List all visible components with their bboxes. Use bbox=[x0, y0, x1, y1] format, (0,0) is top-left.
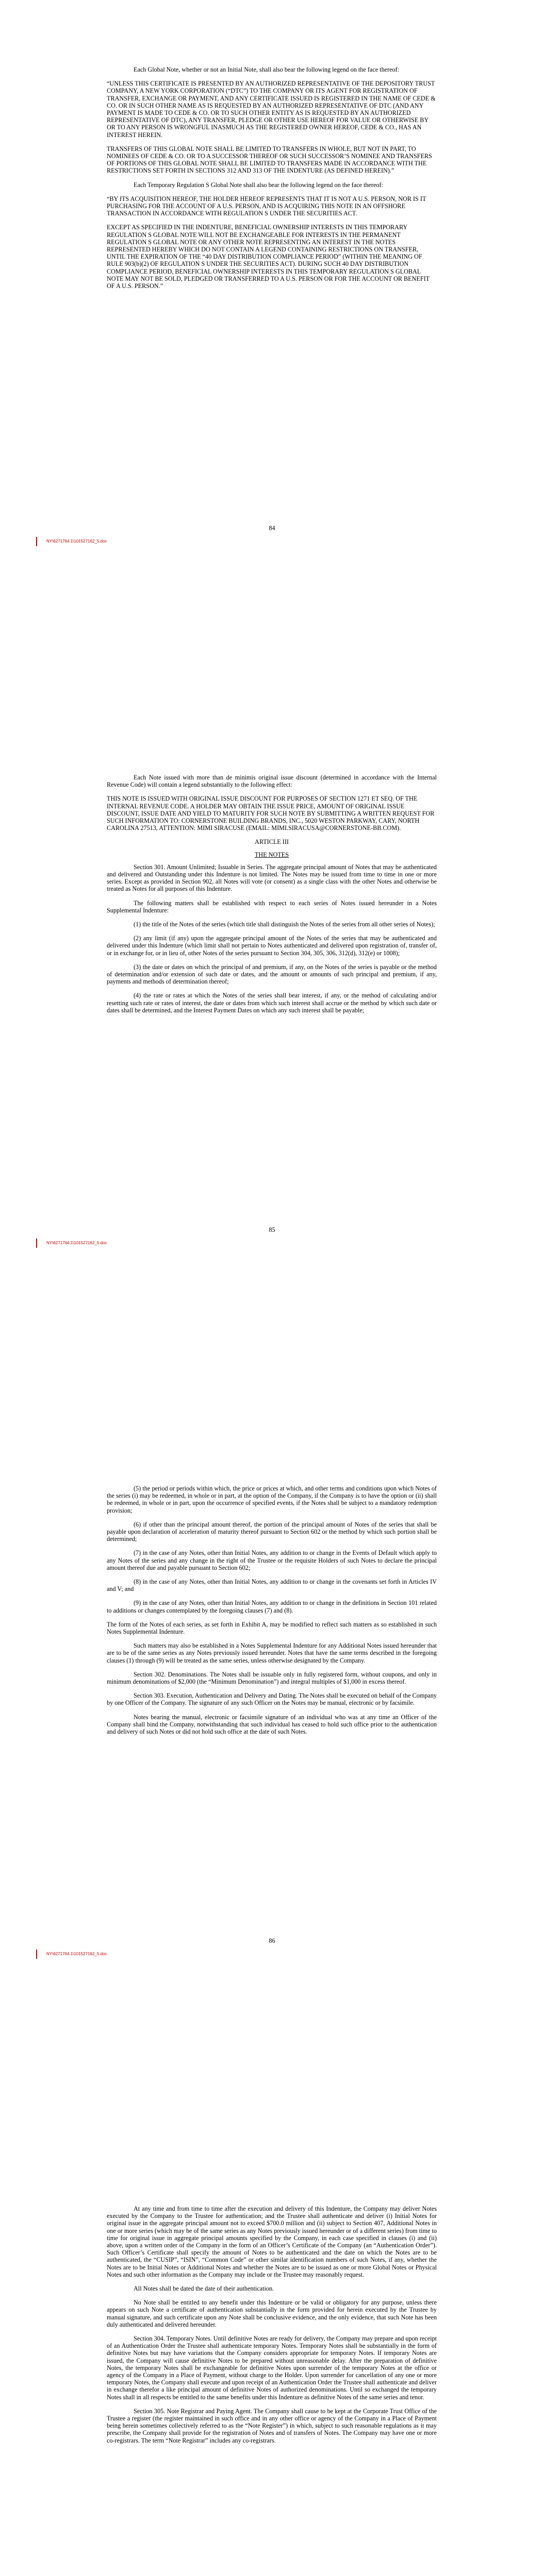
enumerated-clause: (4) the rate or rates at which the Notes of the series shall bear interest, if any, or the method of calculating and/or resetting such rate or rates of interest, the date or dates from which such interest shall accrue or the method by which such date or dates shall be determined, and the Interest Payment Dates on which any such interest shall be payable; bbox=[107, 992, 437, 1014]
section-paragraph: Section 303. Execution, Authentication and Delivery and Dating. The Notes shall be executed on behalf of the Company by one Officer of the Company. The signature of any such Officer on the Notes may be manual, electronic or by facsimile. bbox=[107, 1692, 437, 1707]
revision-bar bbox=[36, 1950, 37, 1959]
document-page-84 bbox=[0, 0, 544, 711]
page-number: 85 bbox=[269, 1226, 275, 1233]
paragraph: Notes bearing the manual, electronic or facsimile signature of an individual who was at any time an Officer of the Company shall bind the Company, notwithstanding that such individual has ceased to hold such office prior to the authentication and delivery of such Notes or did not hold such office at the date of such Notes. bbox=[107, 1713, 437, 1736]
legend-paragraph: “BY ITS ACQUISITION HEREOF, THE HOLDER HEREOF REPRESENTS THAT IT IS NOT A U.S. PERSON, NOR IS IT PURCHASING FOR THE ACCOUNT OF A U.S. PERSON, AND IS ACQUIRING THIS NOTE IN AN OFFSHORE TRANSACTION IN ACCORDANCE WITH REGULATION S UNDER THE SECURITIES ACT. bbox=[107, 195, 426, 217]
section-paragraph: Section 301. Amount Unlimited; Issuable in Series. The aggregate principal amount of Notes that may be authenticated and delivered and Outstanding under this Indenture is not limited. The Notes may be issued from time to time in one or more series. Except as provided in Section 902, all Notes will vote (or consent) as a single class with the other Notes and otherwise be treated as Notes for all purposes of this Indenture. bbox=[107, 863, 437, 893]
page-84-body bbox=[107, 66, 437, 296]
document-page-86 bbox=[0, 1422, 544, 2133]
legend-paragraph: THIS NOTE IS ISSUED WITH ORIGINAL ISSUE DISCOUNT FOR PURPOSES OF SECTION 1271 ET SEQ. OF THE INTERNAL REVENUE CODE. A HOLDER MAY OBTAIN THE ISSUE PRICE, AMOUNT OF ORIGINAL ISSUE DISCOUNT, ISSUE DATE AND YIELD TO MATURITY FOR SUCH NOTE BY SUBMITTING A WRITTEN REQUEST FOR SUCH INFORMATION TO: CORNERSTONE BUILDING BRANDS, INC., 5020 WESTON PARKWAY, CARY, NORTH CAROLINA 27513, ATTENTION: MIMI SIRACUSE (EMAIL: MIMI.SIRACUSA@CORNERSTONE-BB.COM). bbox=[107, 795, 435, 832]
document-page-85 bbox=[0, 711, 544, 1422]
paragraph: Each Temporary Regulation S Global Note shall also bear the following legend on the face thereof: bbox=[134, 181, 383, 189]
document-footer bbox=[36, 537, 107, 546]
section-paragraph: Section 304. Temporary Notes. Until definitive Notes are ready for delivery, the Company may prepare and upon receipt of an Authentication Order the Trustee shall authenticate temporary Notes. Temporary Notes shall be substantially in the form of definitive Notes but may have variations that the Company considers appropriate for temporary Notes. If temporary Notes are issued, the Company will cause definitive Notes to be prepared without unreasonable delay. After the preparation of definitive Notes, the temporary Notes shall be exchangeable for definitive Notes upon surrender of the temporary Notes at the office or agency of the Company in a Place of Payment, without charge to the Holder. Upon surrender for cancellation of any one or more temporary Notes, the Company shall execute and upon receipt of an Authentication Order the Trustee shall authenticate and deliver in exchange therefor a like principal amount of definitive Notes of authorized denominations. Until so exchanged the temporary Notes shall in all respects be entitled to the same benefits under this Indenture as definitive Notes of the same series and tenor. bbox=[107, 2335, 437, 2401]
legend-paragraph: EXCEPT AS SPECIFIED IN THE INDENTURE, BENEFICIAL OWNERSHIP INTERESTS IN THIS TEMPORARY REGULATION S GLOBAL NOTE WILL NOT BE EXCHANGEABLE FOR INTERESTS IN THE PERMANENT REGULATION S GLOBAL NOTE OR ANY OTHER NOTE REPRESENTING AN INTEREST IN THE NOTES REPRESENTED HEREBY WHICH DO NOT CONTAIN A LEGEND CONTAINING RESTRICTIONS ON TRANSFER, UNTIL THE EXPIRATION OF THE “40 DAY DISTRIBUTION COMPLIANCE PERIOD” (WITHIN THE MEANING OF RULE 903(b)(2) OF REGULATION S UNDER THE SECURITIES ACT). DURING SUCH 40 DAY DISTRIBUTION COMPLIANCE PERIOD, BENEFICIAL OWNERSHIP INTERESTS IN THIS TEMPORARY REGULATION S GLOBAL NOTE MAY NOT BE SOLD, PLEDGED OR TRANSFERRED TO A U.S. PERSON OR FOR THE ACCOUNT OR BENEFIT OF A U.S. PERSON.” bbox=[107, 224, 430, 290]
enumerated-clause: (1) the title of the Notes of the series (which title shall distinguish the Notes of the series from all other series of Notes); bbox=[134, 921, 435, 928]
section-paragraph: Section 305. Note Registrar and Paying Agent. The Company shall cause to be kept at the Corporate Trust Office of the Trustee a register (the register maintained in such office and in any other office or agency of the Company in a Place of Payment being herein sometimes collectively referred to as the “Note Register”) in which, subject to such reasonable regulations as it may prescribe, the Company shall provide for the registration of Notes and of transfers of Notes. The Company may have one or more co-registrars. The term “Note Registrar” includes any co-registrars. bbox=[107, 2407, 437, 2444]
page-number: 86 bbox=[269, 1937, 275, 1944]
page-number: 84 bbox=[269, 524, 275, 532]
footer-docref: NY\6271764.1\101527162_5.doc bbox=[46, 1952, 107, 1957]
article-subtitle: THE NOTES bbox=[254, 851, 289, 858]
enumerated-clause: (5) the period or periods within which, the price or prices at which, and other terms and conditions upon which Notes of the series (i) may be redeemed, in whole or in part, at the option of the Company, if the Company is to have the option or (ii) shall be redeemed, in whole or in part, upon the occurrence of specified events, if the Notes shall be subject to a mandatory redemption provision; bbox=[107, 1485, 437, 1514]
page-85-body bbox=[107, 774, 437, 1021]
paragraph: No Note shall be entitled to any benefit under this Indenture or be valid or obligatory for any purpose, unless there appears on such Note a certificate of authentication substantially in the form provided for herein executed by the Trustee by manual signature, and such certificate upon any Note shall be conclusive evidence, and the only evidence, that such Note has been duly authenticated and delivered hereunder. bbox=[107, 2299, 437, 2328]
section-paragraph: Section 302. Denominations. The Notes shall be issuable only in fully registered form, without coupons, and only in minimum denominations of $2,000 (the “Minimum Denomination”) and integral multiples of $1,000 in excess thereof. bbox=[107, 1670, 437, 1686]
revision-bar bbox=[36, 537, 37, 546]
revision-bar bbox=[36, 1239, 37, 1248]
enumerated-clause: (9) in the case of any Notes, other than Initial Notes, any addition to or change in the definitions in Section 101 related to additions or changes contemplated by the foregoing clauses (7) and (8). bbox=[107, 1599, 437, 1614]
document-footer bbox=[36, 1239, 107, 1248]
enumerated-clause: (8) in the case of any Notes, other than Initial Notes, any addition to or change in the covenants set forth in Articles IV and V; and bbox=[107, 1578, 437, 1593]
footer-docref: NY\6271764.1\101527162_5.doc bbox=[46, 1241, 107, 1246]
document-page-87 bbox=[0, 2133, 544, 2576]
legend-paragraph: TRANSFERS OF THIS GLOBAL NOTE SHALL BE LIMITED TO TRANSFERS IN WHOLE, BUT NOT IN PART, TO NOMINEES OF CEDE & CO. OR TO A SUCCESSOR THEREOF OR SUCH SUCCESSOR’S NOMINEE AND TRANSFERS OF PORTIONS OF THIS GLOBAL NOTE SHALL BE LIMITED TO TRANSFERS MADE IN ACCORDANCE WITH THE RESTRICTIONS SET FORTH IN SECTIONS 312 AND 313 OF THE INDENTURE (AS DEFINED HEREIN).” bbox=[107, 145, 432, 175]
enumerated-clause: (6) if other than the principal amount thereof, the portion of the principal amount of Notes of the series that shall be payable upon declaration of acceleration of maturity thereof pursuant to Section 602 or the method by which such portion shall be determined; bbox=[107, 1520, 437, 1543]
page-86-body bbox=[107, 1485, 437, 1742]
enumerated-clause: (7) in the case of any Notes, other than Initial Notes, any addition to or change in the Events of Default which apply to any Notes of the series and any change in the right of the Trustee or the requisite Holders of such Notes to declare the principal amount thereof due and payable pursuant to Section 602; bbox=[107, 1549, 437, 1571]
enumerated-clause: (3) the date or dates on which the principal of and premium, if any, on the Notes of the series is payable or the method of determination and/or extension of such date or dates, and the amount or amounts of such principal and premium, if any, payments and methods of determination thereof; bbox=[107, 963, 437, 986]
page-87-body bbox=[107, 2205, 437, 2451]
paragraph: The following matters shall be established with respect to each series of Notes issued hereunder in a Notes Supplemental Indenture: bbox=[107, 899, 437, 914]
paragraph: Each Note issued with more than de minimis original issue discount (determined in accordance with the Internal Revenue Code) will contain a legend substantially to the following effect: bbox=[107, 774, 437, 789]
document-footer bbox=[36, 1950, 107, 1959]
paragraph: Each Global Note, whether or not an Initial Note, shall also bear the following legend on the face thereof: bbox=[134, 66, 400, 73]
article-title: ARTICLE III bbox=[255, 838, 289, 846]
paragraph: The form of the Notes of each series, as set forth in Exhibit A, may be modified to reflect such matters as so established in such Notes Supplemental Indenture. bbox=[107, 1620, 437, 1636]
paragraph: All Notes shall be dated the date of their authentication. bbox=[134, 2285, 274, 2293]
footer-docref: NY\6271764.1\101527162_5.doc bbox=[46, 539, 107, 544]
legend-paragraph: “UNLESS THIS CERTIFICATE IS PRESENTED BY AN AUTHORIZED REPRESENTATIVE OF THE DEPOSITORY TRUST COMPANY, A NEW YORK CORPORATION (“DTC”) TO THE COMPANY OR ITS AGENT FOR REGISTRATION OF TRANSFER, EXCHANGE OR PAYMENT, AND ANY CERTIFICATE ISSUED IS REGISTERED IN THE NAME OF CEDE & CO. OR IN SUCH OTHER NAME AS IS REQUESTED BY AN AUTHORIZED REPRESENTATIVE OF DTC (AND ANY PAYMENT IS MADE TO CEDE & CO. OR TO SUCH OTHER ENTITY AS IS REQUESTED BY AN AUTHORIZED REPRESENTATIVE OF DTC), ANY TRANSFER, PLEDGE OR OTHER USE HEREOF FOR VALUE OR OTHERWISE BY OR TO ANY PERSON IS WRONGFUL INASMUCH AS THE REGISTERED OWNER HEREOF, CEDE & CO., HAS AN INTEREST HEREIN. bbox=[107, 80, 436, 139]
paragraph: At any time and from time to time after the execution and delivery of this Indenture, the Company may deliver Notes executed by the Company to the Trustee for authentication; and the Trustee shall authenticate and deliver (i) Initial Notes for original issue in the aggregate principal amount not to exceed $700.0 million and (ii) subject to Section 407, Additional Notes in one or more series (which may be of the same series as any Notes previously issued hereunder or of a different series) from time to time for original issue in aggregate principal amounts specified by the Company, in each case specified in clauses (i) and (ii) above, upon a written order of the Company in the form of an Officer’s Certificate of the Company (an “Authentication Order”). Such Officer’s Certificate shall specify the amount of Notes to be authenticated and the date on which the Notes are to be authenticated, the “CUSIP”, “ISIN”, “Common Code” or other similar identification numbers of such Notes, if any, whether the Notes are to be Initial Notes or Additional Notes and whether the Notes are to be issued as one or more Global Notes or Physical Notes and such other information as the Company may include or the Trustee may reasonably request. bbox=[107, 2205, 437, 2278]
paragraph: Such matters may also be established in a Notes Supplemental Indenture for any Additional Notes issued hereunder that are to be of the same series as any Notes previously issued hereunder. Notes that have the same terms described in the foregoing clauses (1) through (9) will be treated as the same series, unless otherwise designated by the Company. bbox=[107, 1642, 437, 1664]
enumerated-clause: (2) any limit (if any) upon the aggregate principal amount of the Notes of the series that may be authenticated and delivered under this Indenture (which limit shall not pertain to Notes authenticated and delivered upon registration of, transfer of, or in exchange for, or in lieu of, other Notes of the series pursuant to Section 304, 305, 306, 312(d), 312(e) or 1008); bbox=[107, 935, 437, 957]
